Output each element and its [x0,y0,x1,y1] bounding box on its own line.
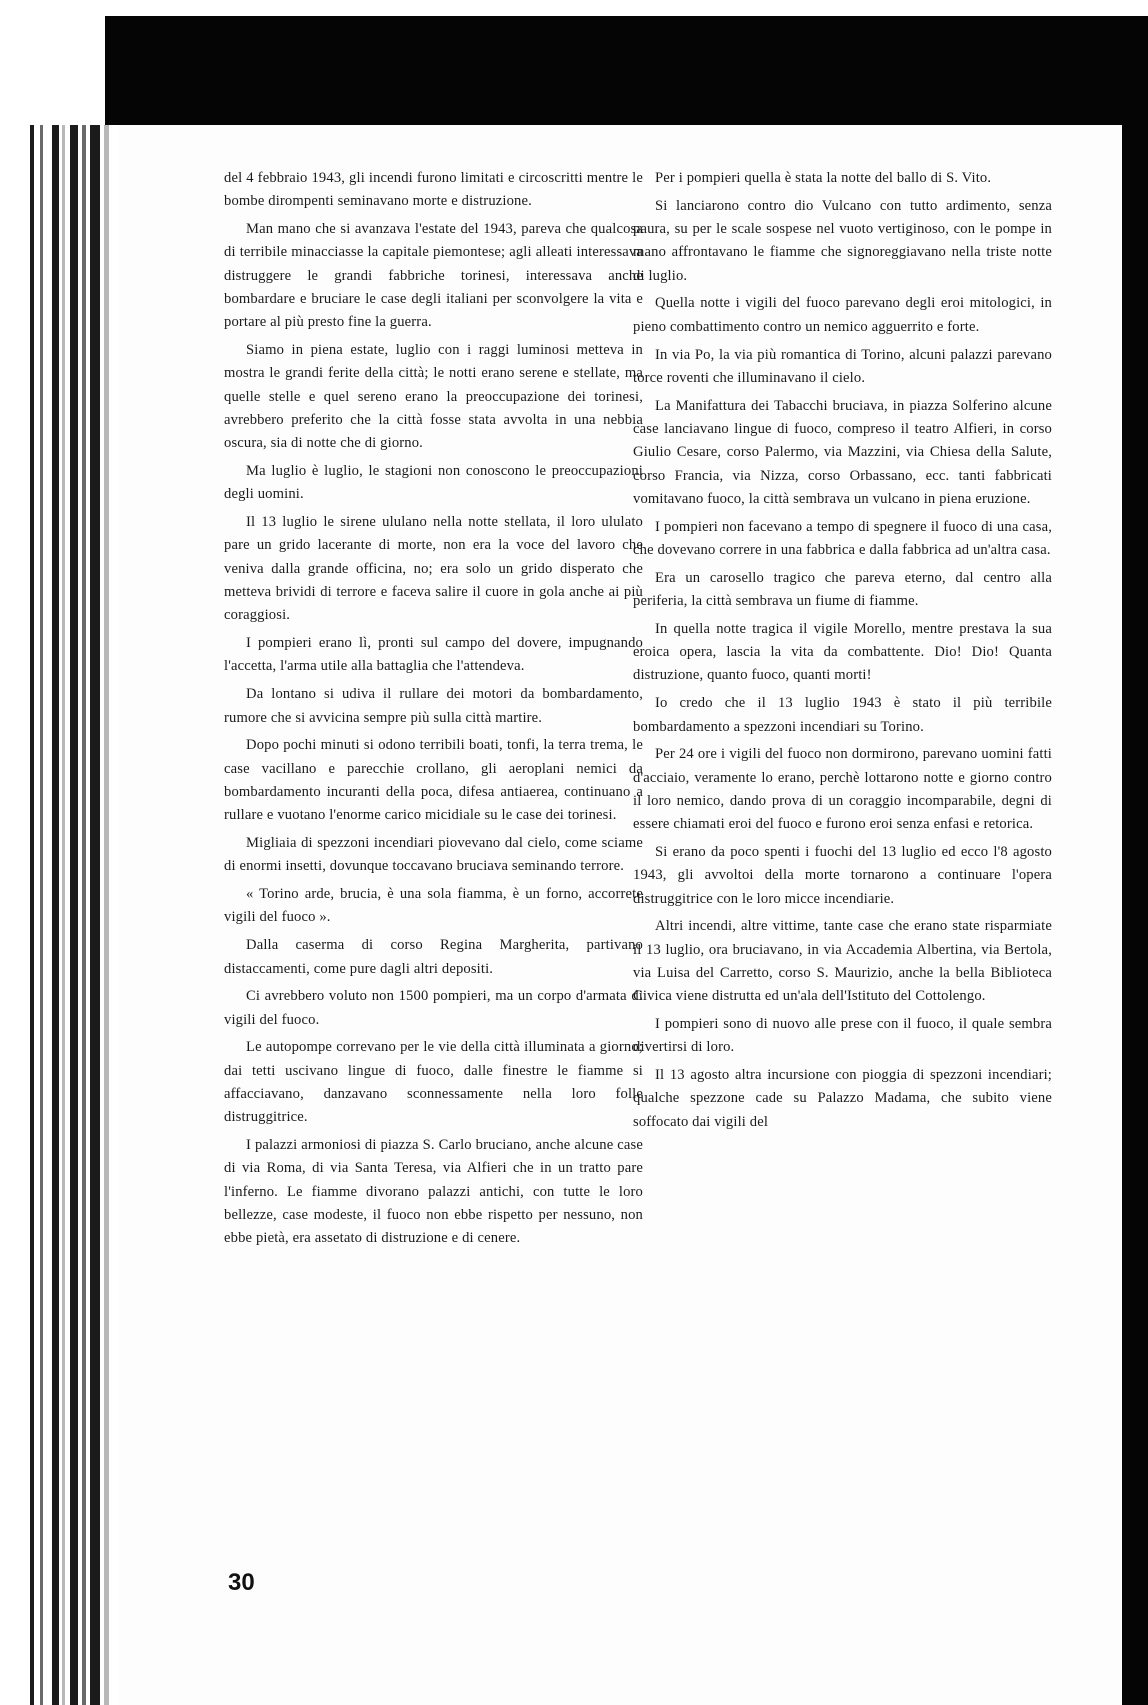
page-number: 30 [228,1569,255,1596]
paragraph: Il 13 luglio le sirene ululano nella notte stellata, il loro ululato pare un grido lacerante di morte, non era la voce del lavoro che veniva dalla grande officina, no; era solo un grido disperato che metteva brividi di terrore e faceva salire il cuore in gola anche ai più coraggiosi. [224,514,643,624]
paragraph: Le autopompe correvano per le vie della città illuminata a giorno; dai tetti uscivano lingue di fuoco, dalle finestre le fiamme si affacciavano, danzavano sconnessamente nella loro folle distruggitrice. [224,1039,643,1126]
paragraph: del 4 febbraio 1943, gli incendi furono limitati e circoscritti mentre le bombe dirompenti seminavano morte e distruzione. [224,170,643,210]
left-text-column [224,167,643,1255]
paragraph: I pompieri sono di nuovo alle prese con il fuoco, il quale sembra divertirsi di loro. [633,1016,1052,1056]
paragraph: Da lontano si udiva il rullare dei motori da bombardamento, rumore che si avvicina sempre più sulla città martire. [224,686,643,726]
spine-line [52,125,59,1705]
paragraph: La Manifattura dei Tabacchi bruciava, in piazza Solferino alcune case lanciavano lingue di fuoco, compreso il teatro Alfieri, in corso Giulio Cesare, corso Palermo, via Mazzini, via Chiesa della Salute, corso Francia, via Nizza, corso Orbassano, ecc. tanti fabbricati vomitavano fuoco, la città sembrava un vulcano in piena eruzione. [633,397,1052,507]
paragraph: In via Po, la via più romantica di Torino, alcuni palazzi parevano torce roventi che illuminavano il cielo. [633,346,1052,386]
paragraph: In quella notte tragica il vigile Morello, mentre prestava la sua eroica opera, lascia la vita da combattente. Dio! Dio! Quanta distruzione, quanto fuoco, quanti morti! [633,620,1052,684]
paragraph: Altri incendi, altre vittime, tante case che erano state risparmiate il 13 luglio, ora bruciavano, in via Accademia Albertina, via Bertola, via Luisa del Carretto, corso S. Maurizio, anche la bella Biblioteca Civica viene distrutta ed un'ala dell'Istituto del Cottolengo. [633,918,1052,1005]
right-text-column [633,167,1052,1139]
spine-line [62,125,65,1705]
scan-right-border [1122,125,1148,1705]
spine-line [30,125,34,1705]
paragraph: « Torino arde, brucia, è una sola fiamma, è un forno, accorrete vigili del fuoco ». [224,886,643,926]
spine-line [82,125,86,1705]
paragraph: Si lanciarono contro dio Vulcano con tutto ardimento, senza paura, su per le scale sospese nel vuoto vertiginoso, con le pompe in mano affrontavano le fiamme che signoreggiavano nella triste notte di luglio. [633,197,1052,284]
spine-line [70,125,78,1705]
paragraph: I pompieri erano lì, pronti sul campo del dovere, impugnando l'accetta, l'arma utile alla battaglia che l'attendeva. [224,635,643,675]
paragraph: Ma luglio è luglio, le stagioni non conoscono le preoccupazioni degli uomini. [224,463,643,503]
spine-line [40,125,43,1705]
spine-line [90,125,100,1705]
paragraph: Quella notte i vigili del fuoco parevano degli eroi mitologici, in pieno combattimento contro un nemico agguerrito e forte. [633,295,1052,335]
paragraph: Era un carosello tragico che pareva eterno, dal centro alla periferia, la città sembrava un fiume di fiamme. [633,569,1052,610]
paragraph: Migliaia di spezzoni incendiari piovevano dal cielo, come sciame di enormi insetti, dovunque toccavano bruciava seminando terrore. [224,835,643,875]
paragraph: Man mano che si avanzava l'estate del 1943, pareva che qualcosa di terribile minacciasse la capitale piemontese; agli alleati interessava distruggere le grandi fabbriche torinesi, interessava anche bombardare e bruciare le case degli italiani per sconvolgere la vita e portare al più presto fine la guerra. [224,221,643,331]
paragraph: Dalla caserma di corso Regina Margherita, partivano distaccamenti, come pure dagli altri depositi. [224,937,643,977]
paragraph: Dopo pochi minuti si odono terribili boati, tonfi, la terra trema, le case vacillano e parecchie crollano, gli aeroplani nemici da bombardamento incuranti della poca, difesa antiaerea, continuano a rullare e vuotano l'enorme carico micidiale su le case dei torinesi. [224,737,643,824]
paragraph: Siamo in piena estate, luglio con i raggi luminosi metteva in mostra le grandi ferite della città; le notti erano serene e stellate, ma quelle stelle e quel sereno erano la preoccupazione dei torinesi, avrebbero preferito che la città fosse stata avvolta in una nebbia oscura, sia di notte che di giorno. [224,342,643,452]
paragraph: I pompieri non facevano a tempo di spegnere il fuoco di una casa, che dovevano correre in una fabbrica e dalla fabbrica ad un'altra casa. [633,518,1052,558]
paragraph: I palazzi armoniosi di piazza S. Carlo bruciano, anche alcune case di via Roma, di via Santa Teresa, via Alfieri che in un tratto pare l'inferno. Le fiamme divorano palazzi antichi, con tutte le loro bellezze, case modeste, il fuoco non ebbe rispetto per nessuno, non ebbe pietà, era assetato di distruzione e di cenere. [224,1137,643,1247]
book-spine-edge [0,125,118,1705]
scan-dark-border [105,16,1148,125]
scan-top-margin [0,0,1148,125]
paragraph: Il 13 agosto altra incursione con pioggia di spezzoni incendiari; qualche spezzone cade su Palazzo Madama, che subito viene soffocato dai vigili del [633,1067,1052,1130]
spine-line [104,125,109,1705]
paragraph: Per 24 ore i vigili del fuoco non dormirono, parevano uomini fatti d'acciaio, veramente lo erano, perchè lottarono notte e giorno contro il loro nemico, dando prova di un coraggio incomparabile, degni di essere chiamati eroi del fuoco e furono eroi senza enfasi e retorica. [633,746,1052,833]
book-page [118,125,1122,1705]
paragraph: Per i pompieri quella è stata la notte del ballo di S. Vito. [655,170,992,186]
paragraph: Io credo che il 13 luglio 1943 è stato il più terribile bombardamento a spezzoni incendiari su Torino. [633,695,1052,735]
paragraph: Si erano da poco spenti i fuochi del 13 luglio ed ecco l'8 agosto 1943, gli avvoltoi della morte tornarono a continuare l'opera distruggitrice con le loro micce incendiarie. [633,844,1052,907]
paragraph: Ci avrebbero voluto non 1500 pompieri, ma un corpo d'armata di vigili del fuoco. [224,988,643,1028]
